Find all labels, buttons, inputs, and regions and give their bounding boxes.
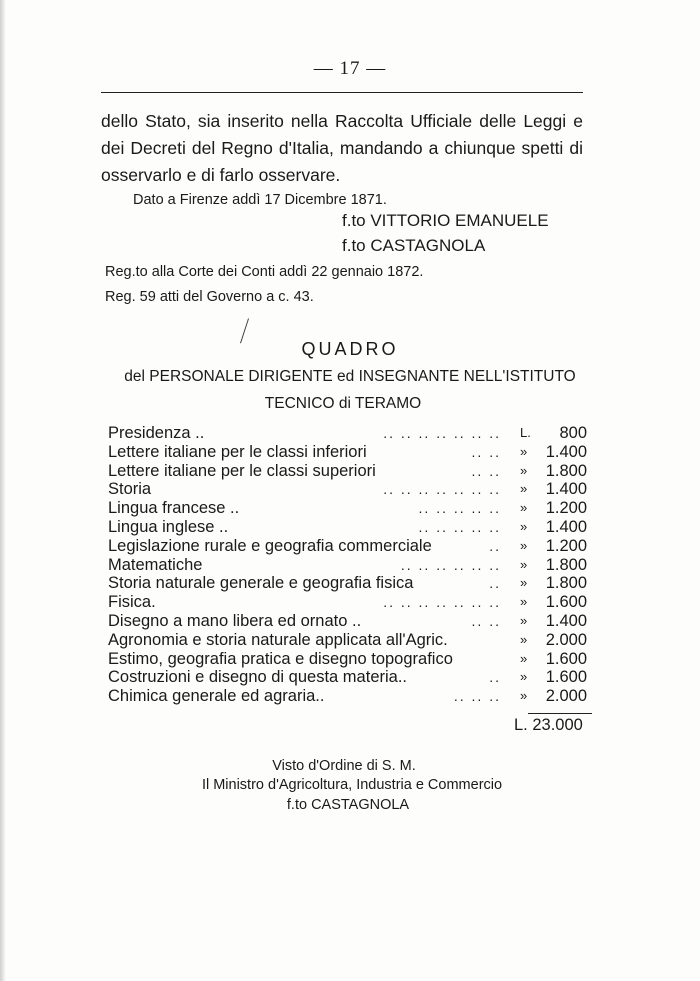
table-row	[108, 499, 593, 518]
row-amount: 800	[559, 424, 587, 442]
table-row	[108, 668, 593, 687]
table-row	[108, 518, 593, 537]
row-label: Estimo, geografia pratica e disegno topografico	[108, 649, 453, 668]
total-rule	[528, 713, 592, 714]
row-currency-symbol: »	[520, 631, 528, 647]
registration-line-1: Reg.to alla Corte dei Conti addì 22 gennaio 1872.	[105, 264, 424, 280]
row-label: Lingua inglese ..	[108, 517, 229, 536]
row-amount: 1.400	[545, 517, 587, 536]
table-row	[108, 593, 593, 612]
row-leader-dots: .. ..	[471, 612, 501, 629]
row-leader-dots: ..	[489, 575, 501, 592]
row-amount: 1.600	[545, 668, 587, 687]
row-currency-symbol: »	[520, 462, 528, 478]
row-label: Lingua francese ..	[108, 499, 240, 518]
row-label: Disegno a mano libera ed ornato ..	[108, 611, 362, 630]
row-label: Lettere italiane per le classi superiori	[108, 461, 376, 480]
row-label: Costruzioni e disegno di questa materia..	[108, 668, 407, 687]
table-total: L. 23.000	[514, 716, 583, 734]
row-label: Matematiche	[108, 555, 203, 574]
table-row	[108, 556, 593, 575]
closing-line-2: Il Ministro d'Agricoltura, Industria e Commercio	[201, 777, 503, 793]
row-label: Agronomia e storia naturale applicata all'Agric.	[108, 630, 448, 649]
row-currency-symbol: »	[520, 556, 528, 572]
table-row	[108, 443, 593, 462]
row-currency-symbol: »	[520, 650, 528, 666]
registration-line-2: Reg. 59 atti del Governo a c. 43.	[105, 289, 314, 305]
row-leader-dots: .. .. .. .. .. .. ..	[383, 425, 501, 441]
closing-line-3: f.to CASTAGNOLA	[286, 797, 410, 813]
row-currency-symbol: »	[520, 669, 528, 685]
page-edge-shadow	[0, 0, 6, 981]
signature-king: f.to VITTORIO EMANUELE	[342, 211, 549, 230]
row-leader-dots: .. .. .. .. .. .. ..	[383, 594, 501, 611]
row-label: Chimica generale ed agraria..	[108, 687, 325, 706]
row-label: Storia naturale generale e geografia fisica	[108, 574, 414, 593]
row-currency-symbol: »	[520, 594, 528, 610]
row-amount: 1.400	[545, 442, 587, 461]
row-leader-dots: .. .. .. .. .. ..	[400, 556, 501, 573]
row-amount: 2.000	[545, 630, 587, 649]
body-paragraph: dello Stato, sia inserito nella Raccolta Ufficiale delle Leggi e dei Decreti del Regno d'Italia, mandando a chiunque spetti di osservarlo e di farlo osservare.	[101, 111, 583, 185]
table-row	[108, 537, 593, 556]
row-amount: 1.800	[545, 555, 587, 574]
row-amount: 1.800	[545, 574, 587, 593]
table-row	[108, 574, 593, 593]
row-label: Fisica.	[108, 593, 156, 612]
row-amount: 1.600	[545, 649, 587, 668]
row-amount: 1.200	[545, 499, 587, 518]
row-leader-dots: .. ..	[471, 443, 501, 460]
row-amount: 2.000	[545, 687, 587, 706]
table-row	[108, 612, 593, 631]
row-amount: 1.600	[545, 593, 587, 612]
row-currency-symbol: »	[520, 443, 528, 459]
table-row	[108, 631, 593, 650]
row-currency-symbol: »	[520, 688, 528, 704]
row-label: Presidenza ..	[108, 424, 205, 442]
row-currency-symbol: »	[520, 500, 528, 516]
signature-minister: f.to CASTAGNOLA	[342, 236, 486, 255]
row-amount: 1.800	[545, 461, 587, 480]
row-currency-symbol: L.	[520, 425, 531, 440]
table-row	[108, 480, 593, 499]
row-currency-symbol: »	[520, 612, 528, 628]
table-row	[108, 650, 593, 669]
row-label: Storia	[108, 480, 152, 499]
row-amount: 1.400	[545, 611, 587, 630]
quadro-title: QUADRO	[301, 339, 399, 359]
row-leader-dots: .. .. .. .. .. .. ..	[383, 481, 501, 498]
table-row	[108, 424, 593, 443]
row-label: Legislazione rurale e geografia commerciale	[108, 536, 432, 555]
table-row	[108, 687, 593, 706]
closing-line-1: Visto d'Ordine di S. M.	[272, 758, 416, 774]
row-leader-dots: .. ..	[471, 462, 501, 479]
row-currency-symbol: »	[520, 575, 528, 591]
row-label: Lettere italiane per le classi inferiori	[108, 442, 367, 461]
row-amount: 1.200	[545, 536, 587, 555]
staff-salary-table	[108, 424, 593, 706]
page-number: — 17 —	[313, 58, 387, 79]
row-leader-dots: ..	[489, 537, 501, 554]
row-amount: 1.400	[545, 480, 587, 499]
quadro-subtitle-line2: TECNICO di TERAMO	[264, 395, 422, 412]
row-currency-symbol: »	[520, 481, 528, 497]
header-rule	[101, 92, 583, 93]
table-row	[108, 462, 593, 481]
row-leader-dots: .. .. .. .. ..	[418, 500, 501, 517]
row-leader-dots: .. .. ..	[453, 688, 501, 705]
row-currency-symbol: »	[520, 518, 528, 534]
row-currency-symbol: »	[520, 537, 528, 553]
row-leader-dots: .. .. .. .. ..	[418, 518, 501, 535]
quadro-subtitle-line1: del PERSONALE DIRIGENTE ed INSEGNANTE NELL'ISTITUTO	[124, 368, 576, 385]
row-leader-dots: ..	[489, 669, 501, 686]
dated-line: Dato a Firenze addì 17 Dicembre 1871.	[133, 192, 387, 208]
